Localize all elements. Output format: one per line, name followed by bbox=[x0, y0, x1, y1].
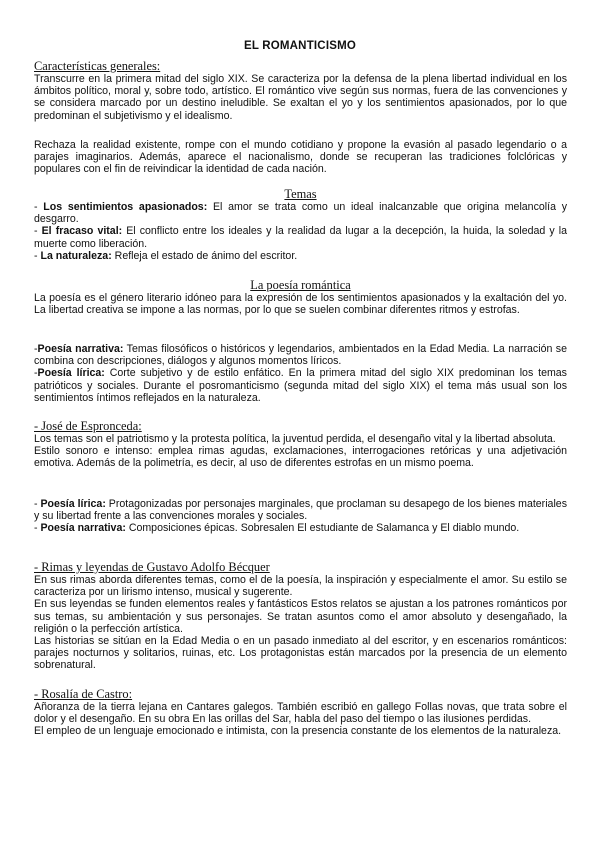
paragraph: Estilo sonoro e intenso: emplea rimas agudas, exclamaciones, interrogaciones retóricas y una adjetivación emotiva. Además de la polimetría, es decir, al uso de diferentes estrofas en un mismo poema. bbox=[34, 445, 567, 470]
section-espronceda-items bbox=[34, 498, 567, 535]
paragraph: En sus leyendas se funden elementos reales y fantásticos Estos relatos se ajustan a los patrones románticos por sus temas, su ambientación y sus personajes. Se tratan asuntos como el amor absoluto y desengañado, la religión o la perfección artística. bbox=[34, 598, 567, 635]
list-item: - Los sentimientos apasionados: El amor se trata como un ideal inalcanzable que origina melancolía y desgarro. bbox=[34, 201, 567, 226]
section-heading: Temas bbox=[284, 187, 317, 201]
section-heading: - Rimas y leyendas de Gustavo Adolfo Bécquer bbox=[34, 560, 270, 574]
section-generales-p2 bbox=[34, 139, 567, 176]
section-rosalia bbox=[34, 687, 567, 738]
list-item: - Poesía lírica: Protagonizadas por personajes marginales, que proclaman su desapego de los bienes materiales y su libertad frente a las convenciones morales y sociales. bbox=[34, 498, 567, 523]
list-item: - El fracaso vital: El conflicto entre los ideales y la realidad da lugar a la decepción, la huida, la soledad y la muerte como liberación. bbox=[34, 225, 567, 250]
paragraph: Transcurre en la primera mitad del siglo XIX. Se caracteriza por la defensa de la plena libertad individual en los ámbitos político, moral y, sobre todo, artístico. El romántico vive según sus normas, fuera de las convenciones y se considera marcado por un destino ineludible. Se exaltan el yo y los sentimientos apasionados, por lo que predominan el subjetivismo y el idealismo. bbox=[34, 73, 567, 122]
section-heading: La poesía romántica bbox=[250, 278, 351, 292]
list-item: - La naturaleza: Refleja el estado de ánimo del escritor. bbox=[34, 249, 298, 262]
paragraph: Rechaza la realidad existente, rompe con el mundo cotidiano y propone la evasión al pasado legendario o a parajes imaginarios. Además, aparece el nacionalismo, donde se recuperan las tradiciones folclóricas y populares con el fin de reivindicar la identidad de cada nación. bbox=[34, 139, 567, 176]
section-poesia bbox=[34, 278, 567, 316]
section-heading: - Rosalía de Castro: bbox=[34, 687, 133, 701]
paragraph: El empleo de un lenguaje emocionado e intimista, con la presencia constante de los elementos de la naturaleza. bbox=[34, 725, 562, 738]
paragraph: La poesía es el género literario idóneo para la expresión de los sentimientos apasionados y la exaltación del yo. La libertad creativa se impone a las normas, por lo que se suelen combinar diferentes ritmos y estrofas. bbox=[34, 292, 567, 317]
section-heading: Características generales: bbox=[34, 59, 161, 73]
section-poesia-items bbox=[34, 343, 567, 404]
section-heading: - José de Espronceda: bbox=[34, 419, 142, 433]
paragraph: Las historias se sitúan en la Edad Media o en un pasado inmediato al del escritor, y en escenarios románticos: parajes nocturnos y solitarios, ruinas, etc. Los protagonistas están marcados por la presencia de un elemento sobrenatural. bbox=[34, 635, 567, 672]
list-item: -Poesía narrativa: Temas filosóficos o históricos y legendarios, ambientados en la Edad Media. La narración se combina con descripciones, diálogos y algunos momentos líricos. bbox=[34, 343, 567, 368]
paragraph: Los temas son el patriotismo y la protesta política, la juventud perdida, el desengaño vital y la libertad absoluta. bbox=[34, 433, 556, 445]
list-item: - Poesía narrativa: Composiciones épicas. Sobresalen El estudiante de Salamanca y El diablo mundo. bbox=[34, 522, 520, 535]
document-title: EL ROMANTICISMO bbox=[243, 40, 357, 52]
paragraph: En sus rimas aborda diferentes temas, como el de la poesía, la inspiración y especialmente el amor. Su estilo se caracteriza por un lirismo intenso, musical y sugerente. bbox=[34, 574, 567, 599]
paragraph: Añoranza de la tierra lejana en Cantares galegos. También escribió en gallego Follas novas, que trata sobre el dolor y el desengaño. En su obra En las orillas del Sar, habla del paso del tiempo o las ilusiones perdidas. bbox=[34, 701, 567, 726]
list-item: -Poesía lírica: Corte subjetivo y de estilo enfático. En la primera mitad del siglo XIX predominan los temas patrióticos y sociales. Durante el posromanticismo (segunda mitad del siglo XIX) el tema más usual son los sentimientos íntimos reflejados en la naturaleza. bbox=[34, 367, 567, 404]
section-espronceda bbox=[34, 419, 567, 470]
section-temas bbox=[34, 187, 567, 262]
section-becquer bbox=[34, 560, 567, 672]
section-generales bbox=[34, 59, 567, 122]
